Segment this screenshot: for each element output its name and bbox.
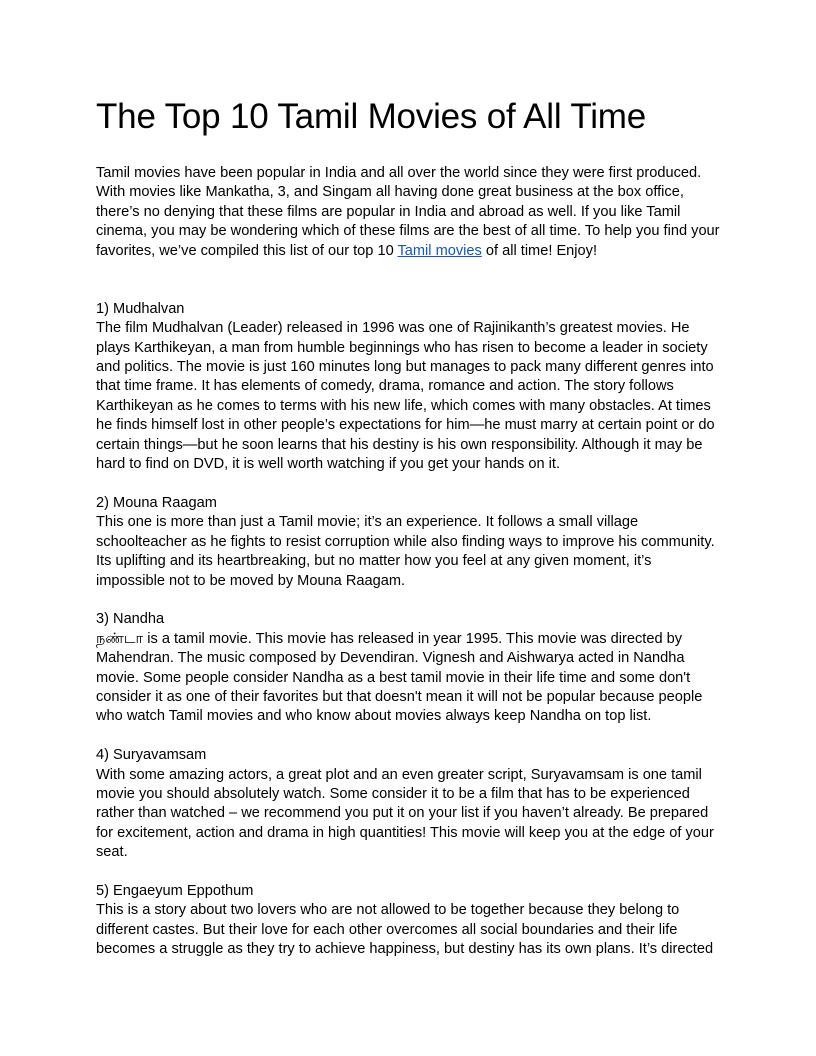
spacer [96,261,720,300]
movie-section-1 [96,300,720,475]
intro-text-before-link: Tamil movies have been popular in India and all over the world since they were first produced. With movies like Mankatha, 3, and Singam all having done great business at the box office, there’s no denying that these films are popular in India and abroad as well. If you like Tamil cinema, you may be wondering which of these films are the best of all time. To help you find your favorites, we’ve compiled this list of our top 10 [96,165,720,259]
section-text: The film Mudhalvan (Leader) released in 1996 was one of Rajinikanth’s greatest movies. He plays Karthikeyan, a man from humble beginnings who has risen to become a leader in society and politics. The movie is just 160 minutes long but manages to pack many different genres into that time frame. It has elements of comedy, drama, romance and action. The story follows Karthikeyan as he comes to terms with his new life, which comes with many obstacles. At times he finds himself lost in other people’s expectations for him—he must marry at certain point or do certain things—but he soon learns that his destiny is his own responsibility. Although it may be hard to find on DVD, it is well worth watching if you get your hands on it. [96,320,715,473]
section-text: நண்டா is a tamil movie. This movie has released in year 1995. This movie was directed by Mahendran. The music composed by Devendiran. Vignesh and Aishwarya acted in Nandha movie. Some people consider Nandha as a best tamil movie in their life time and some don't consider it as one of their favorites but that doesn't mean it will not be popular because people who watch Tamil movies and who know about movies always keep Nandha on top list. [96,630,703,725]
spacer [96,474,720,493]
spacer [96,863,720,882]
section-heading: 3) Nandha [96,611,165,628]
document-title: The Top 10 Tamil Movies of All Time [96,97,647,136]
movie-section-3 [96,610,720,726]
section-heading: 4) Suryavamsam [96,747,207,764]
section-text: With some amazing actors, a great plot and an even greater script, Suryavamsam is one tamil movie you should absolutely watch. Some consider it to be a film that has to be experienced rather than watched – we recommend you put it on your list if you haven’t already. Be prepared for excitement, action and drama in high quantities! This movie will keep you at the edge of your seat. [96,766,714,861]
movie-section-4 [96,746,720,862]
movie-section-5 [96,882,720,960]
document-body [96,164,720,960]
intro-text-after-link: of all time! Enjoy! [481,242,598,259]
section-text: This one is more than just a Tamil movie; it’s an experience. It follows a small village schoolteacher as he fights to resist corruption while also finding ways to improve his community. Its uplifting and its heartbreaking, but no matter how you feel at any given moment, it’s impossible not to be moved by Mouna Raagam. [96,514,715,589]
spacer [96,727,720,746]
intro-paragraph [96,164,720,261]
movie-section-2 [96,494,720,591]
tamil-movies-link[interactable]: Tamil movies [397,242,482,259]
section-heading: 5) Engaeyum Eppothum [96,882,254,899]
section-heading: 2) Mouna Raagam [96,494,217,511]
section-heading: 1) Mudhalvan [96,300,185,317]
section-text: This is a story about two lovers who are not allowed to be together because they belong to different castes. But their love for each other overcomes all social boundaries and their life becomes a struggle as they try to achieve happiness, but destiny has its own plans. It’s directed [96,902,714,958]
spacer [96,591,720,610]
